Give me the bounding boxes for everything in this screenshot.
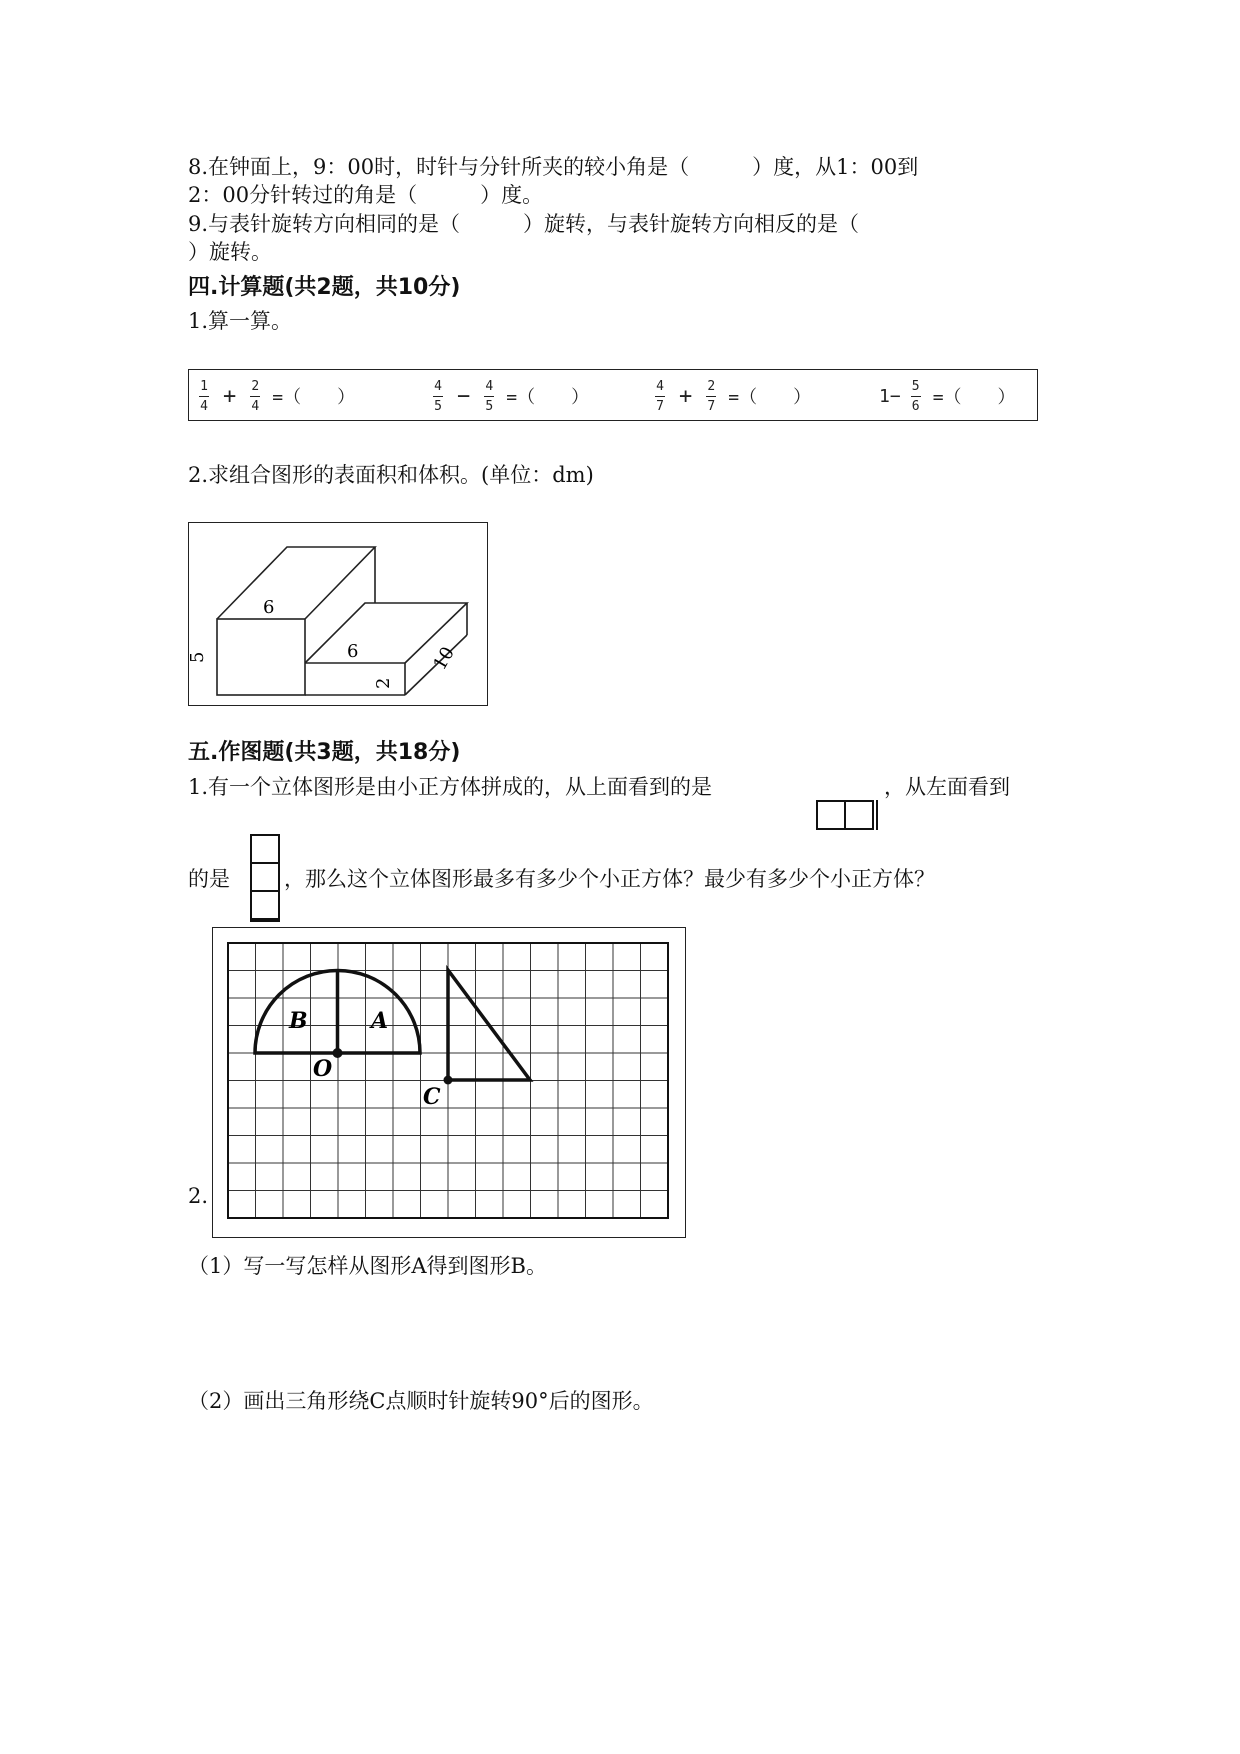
fraction: $\frac{4}{7}$: [656, 378, 664, 414]
grid-figure: [212, 927, 686, 1238]
calc-item-3: $\frac{4}{7}$ + $\frac{2}{7}$ =（ ）: [656, 378, 812, 414]
label-o: O: [313, 1056, 333, 1082]
calc-box: [188, 369, 1038, 421]
label-a: A: [371, 1008, 389, 1034]
q9-line2: ）旋转。: [188, 240, 272, 264]
s5-q1-part4: ，那么这个立体图形最多有多少个小正方体？最少有多少个小正方体？: [284, 867, 935, 891]
fraction: $\frac{2}{4}$: [251, 378, 260, 414]
s5-q2-number: 2.: [188, 1184, 209, 1208]
section4-heading: 四.计算题(共2题，共10分): [188, 275, 461, 300]
label-c: C: [423, 1084, 441, 1110]
solid-label-step-height: 2: [373, 677, 394, 689]
s5-q2-sub2: （2）画出三角形绕C点顺时针旋转90°后的图形。: [188, 1389, 654, 1413]
fraction: $\frac{2}{7}$: [707, 378, 716, 414]
top-view-square: [816, 800, 846, 830]
q9-line1: 9.与表针旋转方向相同的是（ ）旋转，与表针旋转方向相反的是（: [188, 212, 860, 236]
calc-item-1: $\frac{1}{4}$ + $\frac{2}{4}$ =（ ）: [200, 378, 356, 414]
s5-q2-sub1: （1）写一写怎样从图形A得到图形B。: [188, 1254, 547, 1278]
top-view-square: [844, 800, 874, 830]
solid-label-top: 6: [263, 597, 275, 618]
solid-label-height: 5: [189, 651, 208, 663]
calc-item-4: 1− $\frac{5}{6}$ =（ ）: [879, 378, 1016, 414]
s5-q1-part1: 1.有一个立体图形是由小正方体拼成的，从上面看到的是: [188, 775, 713, 799]
solid-figure-drawing: [189, 523, 487, 705]
section5-heading: 五.作图题(共3题，共18分): [188, 740, 461, 765]
s5-q1-part2: ，从左面看到: [884, 775, 1010, 799]
q8-line2: 2：00分针转过的角是（ ）度。: [188, 183, 544, 207]
grid-drawing: [213, 928, 685, 1237]
solid-label-step: 6: [347, 641, 359, 662]
label-b: B: [289, 1008, 308, 1034]
s4-q1-text: 1.算一算。: [188, 309, 293, 333]
fraction: $\frac{1}{4}$: [200, 378, 208, 414]
q8-line1: 8.在钟面上，9：00时，时针与分针所夹的较小角是（ ）度，从1：00到: [188, 155, 919, 179]
fraction: $\frac{5}{6}$: [911, 378, 920, 414]
calc-item-2: $\frac{4}{5}$ − $\frac{4}{5}$ =（ ）: [434, 378, 590, 414]
s5-q1-part3: 的是: [188, 867, 230, 891]
left-view-square: [250, 862, 280, 892]
fraction: $\frac{4}{5}$: [434, 378, 442, 414]
s4-q2-text: 2.求组合图形的表面积和体积。(单位：dm): [188, 463, 594, 487]
solid-label-depth: 10: [429, 643, 459, 674]
left-view-square: [250, 890, 280, 920]
left-view-square: [250, 834, 280, 864]
fraction: $\frac{4}{5}$: [485, 378, 494, 414]
solid-figure: [188, 522, 488, 706]
